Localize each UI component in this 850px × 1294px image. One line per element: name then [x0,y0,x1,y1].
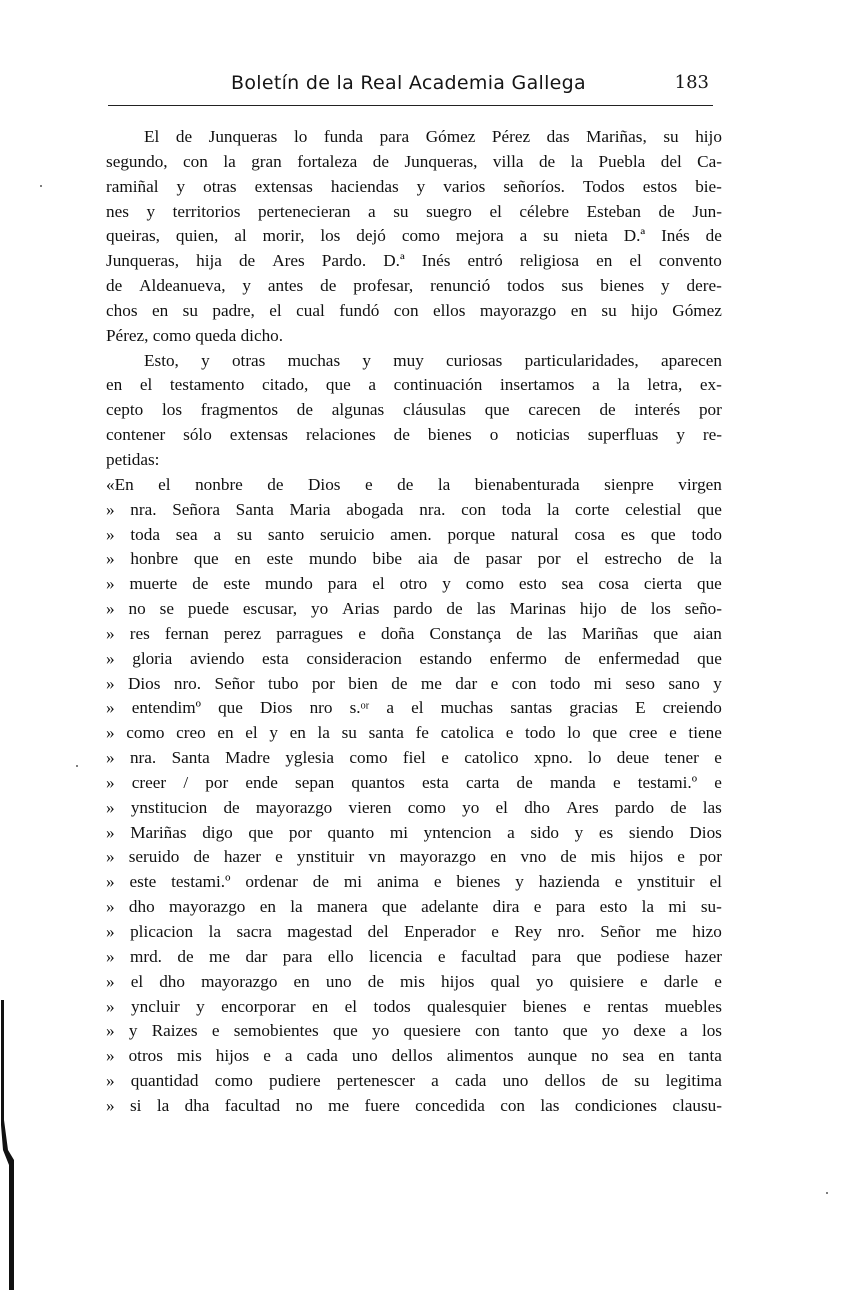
speck [76,765,78,767]
text-line: queiras, quien, al morir, los dejó como mejora a su nieta D.ª Inés de [106,226,722,246]
text-line: » seruido de hazer e ynstituir vn mayorazgo en vno de mis hijos e por [106,847,722,867]
text-line: chos en su padre, el cual fundó con ellos mayorazgo en su hijo Gómez [106,300,722,320]
text-line: Esto, y otras muchas y muy curiosas particularidades, aparecen [144,350,722,370]
text-line: Junqueras, hija de Ares Pardo. D.ª Inés entró religiosa en el convento [106,251,722,271]
text-line: cepto los fragmentos de algunas cláusulas que carecen de interés por [106,400,722,420]
text-line: » dho mayorazgo en la manera que adelante dira e para esto la mi su- [106,897,722,917]
text-line: » muerte de este mundo para el otro y como esto sea cosa cierta que [106,574,722,594]
header-rule [108,105,713,106]
text-line: «En el nonbre de Dios e de la bienabenturada sienpre virgen [106,474,722,494]
text-line: » este testami.º ordenar de mi anima e bienes y hazienda e ynstituir el [106,872,722,892]
paragraph [106,349,722,473]
running-title: Boletín de la Real Academia Gallega [231,72,586,94]
text-line: » el dho mayorazgo en uno de mis hijos qual yo quisiere e darle e [106,971,722,991]
body-text [106,125,722,1119]
text-line: » nra. Señora Santa Maria abogada nra. con toda la corte celestial que [106,499,722,519]
text-line: » yncluir y encorporar en el todos qualesquier bienes e rentas muebles [106,996,722,1016]
text-line: » Mariñas digo que por quanto mi yntencion a sido y es siendo Dios [106,822,722,842]
text-line: » honbre que en este mundo bibe aia de pasar por el estrecho de la [106,549,722,569]
text-line: segundo, con la gran fortaleza de Junqueras, villa de la Puebla del Ca- [106,151,722,171]
quotation-block [106,473,722,1119]
paragraph [106,125,722,349]
text-line: en el testamento citado, que a continuación insertamos a la letra, ex- [106,375,722,395]
text-line: » Dios nro. Señor tubo por bien de me dar e con todo mi seso sano y [106,673,722,693]
speck [826,1192,828,1194]
text-line: El de Junqueras lo funda para Gómez Pérez das Mariñas, su hijo [144,127,722,146]
text-line: » mrd. de me dar para ello licencia e facultad para que podiese hazer [106,946,722,966]
text-line: » res fernan perez parragues e doña Constança de las Mariñas que aian [106,623,722,643]
text-line: » nra. Santa Madre yglesia como fiel e catolico xpno. lo deue tener e [106,748,722,768]
text-line: » como creo en el y en la su santa fe catolica e todo lo que cree e tiene [106,723,722,743]
page-binding-edge [0,1000,18,1290]
text-line: Pérez, como queda dicho. [106,325,284,345]
text-line: » otros mis hijos e a cada uno dellos alimentos aunque no sea en tanta [106,1046,722,1066]
text-line: nes y territorios pertenecieran a su suegro el célebre Esteban de Jun- [106,201,722,221]
text-line: » no se puede escusar, yo Arias pardo de las Marinas hijo de los seño- [106,599,722,619]
text-line: contener sólo extensas relaciones de bienes o noticias superfluas y re- [106,425,722,445]
text-line: » ynstitucion de mayorazgo vieren como yo el dho Ares pardo de las [106,797,722,817]
text-line: de Aldeanueva, y antes de profesar, renunció todos sus bienes y dere- [106,276,722,296]
text-line: » gloria aviendo esta consideracion estando enfermo de enfermedad que [106,648,722,668]
text-line: » entendimº que Dios nro s.ᵒʳ a el muchas santas gracias E creiendo [106,698,722,718]
text-line: petidas: [106,449,160,469]
text-line: » si la dha facultad no me fuere concedida con las condiciones clausu- [106,1095,722,1115]
page-header [108,72,713,108]
text-line: » quantidad como pudiere pertenescer a cada uno dellos de su legitima [106,1071,722,1091]
text-line: » plicacion la sacra magestad del Enperador e Rey nro. Señor me hizo [106,922,722,941]
text-line: » creer / por ende sepan quantos esta carta de manda e testami.º e [106,772,722,792]
speck [40,185,42,187]
text-line: » y Raizes e semobientes que yo quesiere con tanto que yo dexe a los [106,1021,722,1041]
page-number: 183 [674,72,709,93]
text-line: ramiñal y otras extensas haciendas y varios señoríos. Todos estos bie- [106,176,722,196]
text-line: » toda sea a su santo seruicio amen. porque natural cosa es que todo [106,524,722,544]
